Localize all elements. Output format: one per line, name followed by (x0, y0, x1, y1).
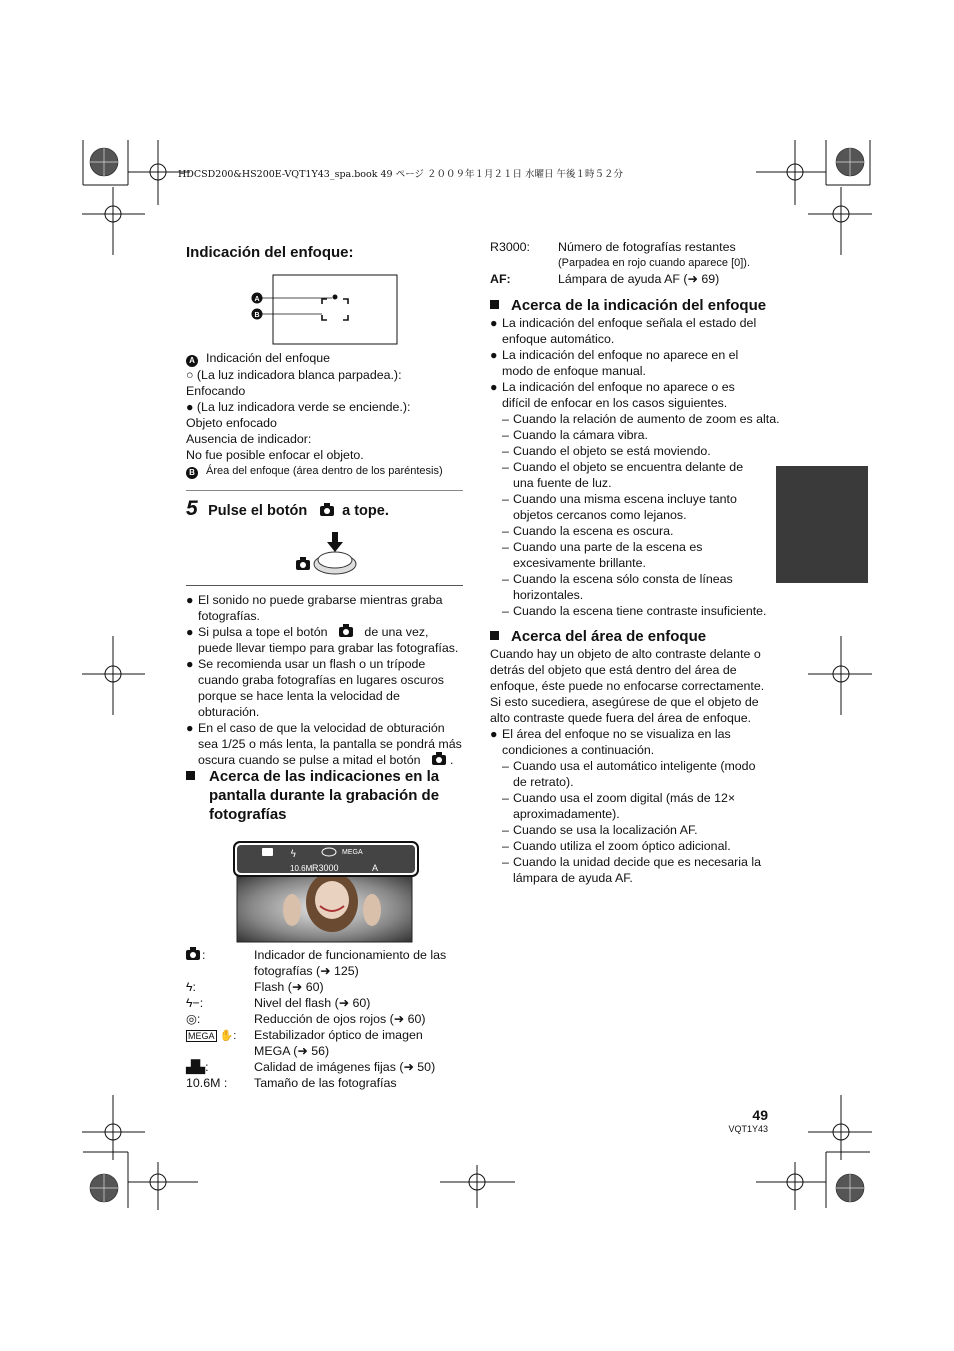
label-b-badge: B (186, 467, 198, 479)
screen-section-title: Acerca de las indicaciones en la pantalla durante la grabación de fotografías (186, 767, 466, 824)
diagram-mark-b: B (254, 312, 260, 319)
dash-item: – Cuando una misma escena incluye tanto objetos cercanos como lejanos. (502, 492, 737, 522)
dash-item: – Cuando el objeto se encuentra delante de una fuente de luz. (502, 460, 744, 490)
dash-item: – Cuando la cámara vibra. (502, 428, 648, 442)
dash-item: – Cuando la escena sólo consta de líneas horizontales. (502, 572, 733, 602)
camera-icon (339, 627, 353, 637)
step-text-b: a tope. (342, 503, 389, 519)
bullet-item: ● El sonido no puede grabarse mientras graba fotografías. (186, 593, 443, 623)
legend-row: MEGA ✋: Estabilizador óptico de imagen MEGA (➜ 56) (188, 1028, 423, 1058)
left-bullets (186, 592, 466, 768)
bullet-item: ● Se recomienda usar un flash o un trípode cuando graba fotografías en lugares oscuros porque se hace lenta la velocidad de obturación. (186, 657, 444, 719)
focus-heading: Indicación del enfoque: (186, 244, 354, 261)
sec1-title: Acerca de la indicación del enfoque (511, 297, 767, 314)
hand-icon: ✋: (216, 1030, 237, 1042)
legend-row: ϟ: Flash (➜ 60) (186, 980, 324, 994)
legend-row: : Indicador de funcionamiento de las fotografías (➜ 125) (186, 947, 466, 979)
sec2-title: Acerca del área de enfoque (511, 628, 707, 645)
dash-item: – Cuando la unidad decide que es necesaria la lámpara de ayuda AF. (502, 855, 761, 885)
diagram-mark-a: A (254, 296, 260, 303)
af-text: Lámpara de ayuda AF (➜ 69) (558, 272, 720, 286)
bullet-item: ● La indicación del enfoque no aparece en el modo de enfoque manual. (490, 348, 739, 378)
recording-screen-illustration (232, 840, 422, 944)
r3000-key: R3000: (490, 240, 530, 254)
screen-af-label: A (372, 863, 379, 873)
dash-item: – Cuando una parte de la escena es excesivamente brillante. (502, 540, 703, 570)
dash-item: – Cuando la escena es oscura. (502, 524, 674, 538)
step-text-a: Pulse el botón (208, 503, 308, 519)
bullet-item: ● Si pulsa a tope el botón de una vez, puede llevar tiempo para grabar las fotografías. (186, 625, 459, 655)
bullet-item: ● En el caso de que la velocidad de obturación sea 1/25 o más lenta, la pantalla se pondrá más oscura cuando se pulse a mitad el botón . (186, 721, 462, 767)
focus-line-6: No fue posible enfocar el objeto. (186, 448, 364, 462)
left-column (186, 243, 464, 263)
book-header-line: HDCSD200&HS200E-VQT1Y43_spa.book 49 ページ ２００９年１月２１日 水曜日 午後１時５２分 (178, 169, 623, 180)
eye-icon: ◎ (186, 1012, 197, 1026)
r3000-text: Número de fotografías restantes (558, 240, 736, 254)
shutter-button-illustration (292, 530, 362, 578)
dash-item: – Cuando usa el automático inteligente (modo de retrato). (502, 759, 756, 789)
divider-2 (186, 585, 463, 586)
focus-diagram (248, 272, 408, 352)
legend-row: ◎: Reducción de ojos rojos (➜ 60) (186, 1012, 426, 1026)
af-key: AF: (490, 272, 511, 286)
right-column (490, 239, 780, 886)
focus-a-text: Indicación del enfoque (206, 351, 331, 365)
bullet-item: ● La indicación del enfoque no aparece o es difícil de enfocar en los casos siguientes. (490, 380, 735, 410)
focus-legend (186, 350, 466, 479)
label-a-badge: A (186, 355, 198, 367)
section-tab (776, 466, 868, 583)
dash-item: – Cuando el objeto se está moviendo. (502, 444, 711, 458)
legend-row: ϟ−: Nivel del flash (➜ 60) (186, 996, 371, 1010)
page-number: 49 (752, 1107, 768, 1123)
dash-item: – Cuando utiliza el zoom óptico adicional. (502, 839, 731, 853)
legend-row: 10.6M : Tamaño de las fotografías (186, 1076, 397, 1090)
focus-line-5: Ausencia de indicador: (186, 432, 312, 446)
screen-mega-label: MEGA (342, 849, 363, 856)
bullet-item: ● El área del enfoque no se visualiza en las condiciones a continuación. (490, 727, 731, 757)
sec2-paragraph: Cuando hay un objeto de alto contraste delante o detrás del objeto que está dentro del área de enfoque, éste puede no enfocarse correctamente. Si esto sucediera, asegúrese de que el objeto de alto contraste quede fuera del área de enfoque. (490, 647, 765, 725)
r3000-note: (Parpadea en rojo cuando aparece [0]). (558, 257, 751, 269)
step-number: 5 (186, 497, 198, 520)
dash-item: – Cuando usa el zoom digital (más de 12× aproximadamente). (502, 791, 736, 821)
step-5 (186, 497, 389, 521)
dash-item: – Cuando la relación de aumento de zoom es alta. (502, 412, 780, 426)
svg-text:ϟ: ϟ (290, 849, 297, 860)
focus-line-4: Objeto enfocado (186, 416, 277, 430)
dash-item: – Cuando la escena tiene contraste insuficiente. (502, 604, 767, 618)
screen-remaining-label: R3000 (312, 863, 339, 873)
legend-row: ▟▙: Calidad de imágenes fijas (➜ 50) (186, 1060, 436, 1074)
focus-line-3: ● (La luz indicadora verde se enciende.): (186, 400, 411, 414)
bullet-item: ● La indicación del enfoque señala el estado del enfoque automático. (490, 316, 757, 346)
dash-item: – Cuando se usa la localización AF. (502, 823, 698, 837)
quality-icon: ▟▙ (186, 1060, 206, 1074)
model-code: VQT1Y43 (728, 1124, 768, 1134)
screen-legend (186, 947, 466, 1091)
divider-1 (186, 490, 463, 491)
camera-icon (432, 755, 446, 765)
focus-line-1: ○ (La luz indicadora blanca parpadea.): (186, 368, 402, 382)
camera-icon (186, 950, 200, 960)
focus-b-text: Área del enfoque (área dentro de los paréntesis) (206, 465, 443, 477)
screen-size-label: 10.6M (290, 864, 313, 873)
camera-icon (320, 506, 334, 516)
focus-line-2: Enfocando (186, 384, 246, 398)
